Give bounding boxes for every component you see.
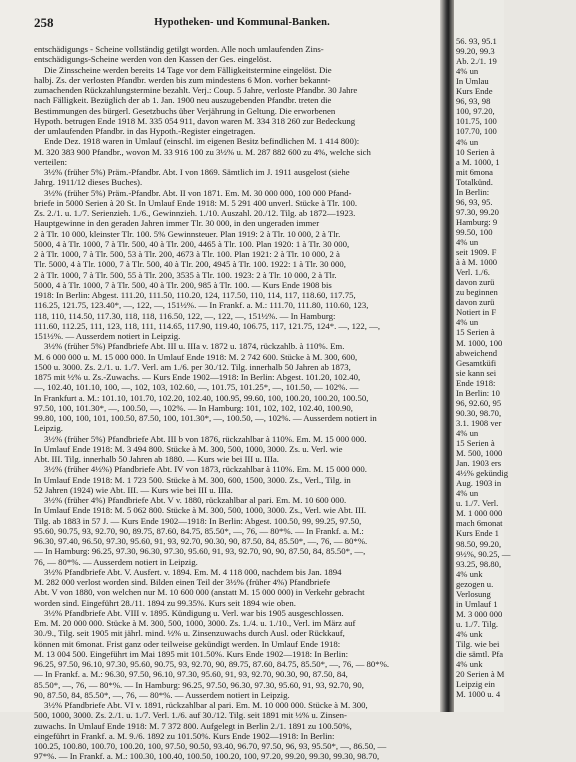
text-line: Hypoth. betrugen Ende 1918 M. 335 054 911, davon waren M. 334 318 260 zur Bedeckung (34, 115, 356, 126)
text-line: 3½% (früher 5%) Präm.-Pfandbr. Abt. I von 1869. Sämtlich im J. 1911 ausgelost (siehe (44, 167, 350, 177)
text-line: Jahrg. 1911/12 dieses Buches). (34, 177, 143, 188)
text-line: 90, 87.50, 84, 85.50*, —, 76, — 80*%. — Ausserdem notiert in Leipzig. (34, 689, 290, 700)
adjacent-page-line: Tilg. wie bei (456, 639, 500, 649)
text-line: —, 102.40, 101.10, 100, —, 102, 103, 102.60, —, 101.75, 101.25*, —, 101.50, — 102%. — (34, 382, 359, 393)
text-line: Tlr. 5000, 4 à Tlr. 1000, 7 à Tlr. 500, 40 à Tlr. 200, 4945 à Tlr. 100. 1922: 1 à Tlr. 30 000, (34, 259, 346, 270)
text-line: 99.80, 100, 100, 101, 100.50, 87.50, 100, 101.30*, —, 100.50, —, 102%. — Ausserdem notiert in (34, 413, 377, 423)
text-line: Zs. 2./1. u. 1./7. Serienzieh. 1./6., Gewinnzieh. 1./10. Auszahl. 20./12. Tilg. ab 1872—1923. (34, 208, 356, 218)
page-number: 258 (34, 15, 54, 30)
text-line: verteilen: (34, 156, 68, 167)
adjacent-page-line: 100, 97.20, (456, 106, 495, 117)
adjacent-page-line: In Umlau (456, 76, 489, 87)
adjacent-page-line: abweichend (456, 347, 498, 358)
adjacent-page-line: 56. 93, 95.1 (456, 36, 497, 46)
adjacent-page-line: 4% un (456, 317, 479, 328)
text-line: 3½% (früher 4½%) Pfandbriefe Abt. IV von 1873, rückzahlbar à 110%. Em. M. 15 000 000. (44, 464, 367, 475)
adjacent-page-line: Jan. 1903 ers (456, 458, 502, 469)
text-line: 1918: In Berlin: Abgest. 111.20, 111.50, 110.20, 124, 117.50, 110, 114, 117, 118.60, 117.75, (34, 290, 356, 300)
adjacent-page-line: Verl. 1./6. (456, 267, 490, 278)
text-line: eingeführt in Frankf. a. M. 9./6. 1892 zu 101.50%. Kurs Ende 1902—1918: In Berlin: (34, 730, 335, 741)
adjacent-page-line: M. 1 000 000 (456, 508, 503, 519)
text-line: 5000, 4 à Tlr. 1000, 7 à Tlr. 500, 40 à Tlr. 200, 4465 à Tlr. 100. Plan 1920: 1 à Tlr. 30 000, (34, 238, 350, 249)
text-line: briefe in 5000 Serien à 20 St. In Umlauf Ende 1918: M. 5 291 400 unverl. Stücke à Tlr. 100. (34, 197, 358, 208)
text-line: Bestimmungen des bürgerl. Gesetzbuchs über Verjährung in Geltung. Die erworbenen (34, 105, 336, 116)
text-line: 30./9., Tilg. seit 1905 mit jährl. mind. ½% u. Zinsenzuwachs durch Ausl. oder Rückkauf, (34, 628, 345, 639)
adjacent-page-line: 4% unk (456, 568, 483, 579)
text-line: In Umlauf Ende 1918: M. 1 723 500. Stücke à M. 300, 600, 1500, 3000. Zs., Verl., Tilg. in (34, 474, 351, 485)
adjacent-page-line: 4% un (456, 488, 479, 499)
text-line: 96.25, 97.50, 96.10, 97.30, 95.60, 90.75, 93, 92.70, 90, 89.75, 87.60, 84.75, 85.50*, —, 76, — 80*%. (34, 659, 390, 669)
text-line: entschädigungs-Scheine werden von den Kassen der Ges. eingelöst. (34, 54, 272, 65)
adjacent-page-line: M. 3 000 000 (456, 608, 503, 619)
adjacent-page-line: zu beginnen (456, 287, 498, 298)
adjacent-page-line: mit 6mona (456, 166, 493, 177)
text-line: 3½% Pfandbriefe Abt. VIII v. 1895. Kündigung u. Verl. war bis 1905 ausgeschlossen. (44, 607, 344, 618)
text-line: 76, — 80*%. — Ausserdem notiert in Leipzig. (34, 556, 198, 567)
text-line: 500, 1000, 3000. Zs. 2./1. u. 1./7. Verl. 1./6. auf 30./12. Tilg. seit 1891 mit ½% u. Zinsen- (34, 710, 347, 721)
adjacent-page-line: 98.50, 99.20, (456, 538, 502, 549)
adjacent-page-line: 93.25, 98.80, (456, 558, 502, 569)
text-line: 3½% Pfandbriefe Abt. VI v. 1891, rückzahlbar al pari. Em. M. 10 000 000. Stücke à M. 300, (44, 700, 368, 710)
adjacent-page-line: à à M. 1000 (456, 257, 498, 268)
adjacent-page-line: 3.1. 1908 ver (456, 417, 502, 428)
adjacent-page-line: 107.70, 100 (456, 126, 497, 137)
text-line: 2 à Tlr. 1000, 7 à Tlr. 500, 53 à Tlr. 200, 4673 à Tlr. 100. Plan 1921: 2 à Tlr. 10 000, 2 à (34, 249, 340, 259)
adjacent-page-line: 9½%, 90.25, — (456, 548, 511, 559)
text-line: worden sind. Eingeführt 28./11. 1894 zu 99.35%. Kurs seit 1894 wie oben. (34, 597, 296, 608)
text-line: 3½% Pfandbriefe Abt. V. Ausfert. v. 1894. Em. M. 4 118 000, nachdem bis Jan. 1894 (44, 566, 342, 577)
text-line: können mit 6monat. Frist ganz oder teilweise gekündigt werden. In Umlauf Ende 1918: (34, 638, 341, 649)
adjacent-page-line: davon zurü (456, 277, 495, 288)
text-line: Tilg. ab 1883 in 57 J. — Kurs Ende 1902—1918: In Berlin: Abgest. 100.50, 99, 99.25, 97.50, (34, 515, 362, 526)
adjacent-page-line: Hamburg: 9 (456, 216, 498, 227)
text-line: M. 13 004 500. Eingeführt im Mai 1895 mit 101.50%. Kurs Ende 1902—1918: In Berlin: (34, 648, 349, 659)
text-line: M. 6 000 000 u. M. 15 000 000. In Umlauf Ende 1918: M. 2 742 600. Stücke à M. 300, 600, (34, 351, 358, 362)
adjacent-page-line: Totalkünd. (456, 176, 493, 187)
text-line: 116.25, 121.75, 123.40*, —, 122, —, 151½%. — In Frankf. a. M.: 111.70, 111.80, 110.60, 123, (34, 300, 369, 311)
adjacent-page-line: 20 Serien à M (456, 669, 505, 680)
adjacent-page-line: sie kann sei (456, 367, 497, 378)
text-line: Die Zinsscheine werden bereits 14 Tage vor dem Fälligkeitstermine eingelöst. Die (44, 64, 332, 75)
adjacent-page-line: gezogen u. (456, 578, 494, 589)
adjacent-page-line: 4% un (456, 237, 479, 247)
adjacent-page-line: a M. 1000, 1 (456, 156, 500, 167)
text-line: 3½% (früher 5%) Präm.-Pfandbr. Abt. II von 1871. Em. M. 30 000 000, 100 000 Pfand- (44, 187, 352, 198)
adjacent-page-line: M. 500, 1000 (456, 448, 503, 459)
text-line: Em. M. 20 000 000. Stücke à M. 300, 500, 1000, 3000. Zs. 1./4. u. 1./10., Verl. im März auf (34, 618, 356, 628)
text-line: 2 à Tlr. 1000, 7 à Tlr. 500, 55 à Tlr. 200, 3535 à Tlr. 100. 1923: 2 à Tlr. 10 000, 2 à Tlr. (34, 269, 337, 280)
text-line: entschädigungs - Scheine vollständig getilgt worden. Alle noch umlaufenden Zins- (34, 44, 324, 54)
text-line: 100.25, 100.80, 100.70, 100.20, 100, 97.50, 90.50, 93.40, 96.70, 97.50, 96, 93, 95.50*, —, 86.50, — (34, 741, 387, 751)
adjacent-page-line: 10 Serien à (456, 146, 495, 157)
adjacent-page-line: 96, 92.60, 95 (456, 397, 502, 408)
text-line: — In Frankf. a. M.: 96.30, 97.50, 96.10, 97.30, 95.60, 91, 93, 92.70, 90.30, 90, 87.50, 84, (34, 669, 348, 680)
adjacent-page-line: Leipzig ein (456, 679, 495, 690)
text-line: In Umlauf Ende 1918: M. 3 494 800. Stücke à M. 300, 500, 1000, 3000. Zs. u. Verl. wie (34, 443, 343, 454)
adjacent-page-line: 4% un (456, 66, 479, 77)
adjacent-page-line: Verlosung (456, 588, 491, 599)
adjacent-page-line: davon zurü (456, 297, 495, 308)
adjacent-page-line: 101.75, 100 (456, 116, 497, 127)
adjacent-page-line: 99.50, 100 (456, 226, 493, 237)
text-line: In Umlauf Ende 1918: M. 5 062 800. Stücke à M. 300, 500, 1000, 3000. Zs., Verl. wie Abt. III. (34, 505, 367, 516)
adjacent-page-line: Ab. 2./1. 19 (456, 56, 497, 67)
text-line: zumachenden Rückzahlungstermine bezahlt. Verj.: Coup. 5 Jahre, verloste Pfandbr. 30 Jahre (34, 85, 358, 95)
adjacent-page-line: 4% unk (456, 659, 483, 670)
text-line: 3½% (früher 4%) Pfandbriefe Abt. V v. 1880, rückzahlbar al pari. Em. M. 10 600 000. (44, 495, 347, 505)
text-line: Abt. III. Tilg. innerhalb 50 Jahren ab 1880. — Kurs wie bei III u. IIIa. (34, 454, 279, 464)
adjacent-page-line: 96, 93, 95. (456, 196, 493, 207)
body-text (34, 44, 434, 762)
text-line: Hauptgewinne in den geraden Jahren immer Tlr. 30 000, in den ungeraden immer (34, 218, 320, 229)
adjacent-page-line: M. 1000, 100 (456, 337, 503, 348)
text-line: — In Hamburg: 96.25, 97.30, 96.30, 97.30, 95.60, 91, 93, 92.70, 90, 90, 87.50, 84, 85.50*, —, (34, 546, 366, 557)
page-header (34, 15, 432, 31)
adjacent-page-line: in Umlauf 1 (456, 598, 498, 609)
adjacent-page-line: u. 1./7. Verl. (456, 498, 499, 509)
adjacent-page-line: 99.20, 99.3 (456, 46, 495, 57)
text-line: M. 282 000 verlost worden sind. Bilden einen Teil der 3½% (früher 4%) Pfandbriefe (34, 577, 331, 587)
adjacent-page-line: 90.30, 98.70, (456, 407, 502, 418)
text-line: nach Fälligkeit. Bezüglich der ab 1. Jan. 1900 neu auszugebenden Pfandbr. treten die (34, 95, 332, 106)
adjacent-page-line: In Berlin: 10 (456, 387, 500, 398)
text-line: M. 320 383 900 Pfandbr., wovon M. 33 916 100 zu 3½% u. M. 287 882 600 zu 4%, welche sich (34, 146, 371, 157)
text-line: 2 à Tlr. 10 000, kleinster Tlr. 100. 5% Gewinnsteuer. Plan 1919: 2 à Tlr. 10 000, 2 à Tlr. (34, 228, 341, 239)
adjacent-page-line: In Berlin: (456, 186, 490, 197)
text-line: halbj. Zs. der verlosten Pfandbr. werden bis zum mindestens 6 Mon. vorher bekannt- (34, 74, 331, 85)
adjacent-page-line: 15 Serien à (456, 327, 495, 338)
text-line: zuwachs. In Umlauf Ende 1918: M. 7 372 800. Aufgelegt in Berlin 2./1. 1891 zu 100.50%, (34, 720, 352, 731)
text-line: Ende Dez. 1918 waren in Umlauf (einschl. im eigenen Besitz befindlichen M. 1 414 800): (44, 136, 360, 147)
text-line: 3½% (früher 5%) Pfandbriefe Abt. III b von 1876, rückzahlbar à 110%. Em. M. 15 000 000. (44, 433, 367, 444)
adjacent-page-line: 15 Serien à (456, 438, 495, 448)
text-line: 1500 u. 3000. Zs. 2./1. u. 1./7. Verl. am 1./6. per 30./12. Tilg. innerhalb 50 Jahren ab 1873, (34, 361, 351, 372)
adjacent-page-line: Aug. 1903 in (456, 478, 502, 489)
text-line: 118, 110, 114.50, 117.30, 118, 118, 116.50, 122, —, 122, —, 151½%. — In Hamburg: (34, 310, 336, 321)
text-line: 3½% (früher 5%) Pfandbriefe Abt. III u. IIIa v. 1872 u. 1874, rückzahlb. à 110%. Em. (44, 341, 345, 352)
text-line: Leipzig. (34, 423, 63, 434)
adjacent-page-line: 96, 93, 98 (456, 96, 491, 107)
text-line: 151½%. — Ausserdem notiert in Leipzig. (34, 331, 181, 341)
text-line: 85.50*, —, 76, — 80*%. — In Hamburg: 96.25, 97.50, 96.30, 97.30, 95.60, 91, 93, 92.70, 90, (34, 679, 364, 690)
adjacent-page-line: mach 6monat (456, 518, 503, 529)
text-line: der umlaufenden Pfandbr. in das Hypoth.-Register eingetragen. (34, 126, 256, 136)
adjacent-page-line: Kurs Ende (456, 86, 493, 97)
text-line: In Frankfurt a. M.: 101.10, 101.70, 102.20, 102.40, 100.95, 99.60, 100, 100.20, 100.20, 100.50, (34, 392, 369, 403)
running-head: Hypotheken- und Kommunal-Banken. (154, 17, 330, 28)
text-line: 97*%. — In Frankf. a. M.: 100.30, 100.40, 100.50, 100.20, 100, 97.20, 99.20, 99.30, 99.30, 98.70, (34, 751, 380, 762)
text-line: 52 Jahren (1924) wie Abt. III. — Kurs wie bei III u. IIIa. (34, 484, 233, 495)
text-line: 97.50, 100, 101.30*, —, 100.50, —, 102%. — In Hamburg: 101, 102, 102, 102.40, 100.90, (34, 402, 353, 413)
text-line: 1875 mit ½% u. Zs.-Zuwachs. — Kurs Ende 1902—1918: In Berlin: Abgest. 101.20, 102.40, (34, 372, 361, 382)
book-gutter (440, 0, 454, 712)
adjacent-page-line: 97.30, 99.20 (456, 206, 499, 217)
adjacent-page-line: 4½% gekündig (456, 468, 509, 479)
adjacent-page-line: Gesamtküfi (456, 357, 497, 368)
text-line: 5000, 4 à Tlr. 1000, 7 à Tlr. 500, 40 à Tlr. 200, 985 à Tlr. 100. — Kurs Ende 1908 bis (34, 279, 332, 290)
adjacent-page-line: Ende 1918: (456, 377, 496, 388)
adjacent-page-line: 4% un (456, 427, 479, 438)
adjacent-page-line: seit 1909. F (456, 247, 497, 258)
adjacent-page-line: die sämtl. Pfa (456, 649, 504, 660)
text-line: 95.60, 90.75, 93, 92.70, 90, 89.75, 87.60, 84.75, 85.50*, —, 76, — 80*%. — In Frankf. a. M.: (34, 525, 364, 536)
adjacent-page-line: 4% unk (456, 628, 483, 639)
adjacent-page-line: 4% un (456, 136, 479, 147)
adjacent-page-line: Kurs Ende 1 (456, 528, 499, 539)
text-line: Abt. V von 1880, von welchen nur M. 10 600 000 (anstatt M. 15 000 000) in Verkehr gebracht (34, 587, 365, 598)
text-line: 111.60, 112.25, 111, 123, 118, 111, 114.65, 117.90, 119.40, 106.75, 117, 121.75, 124*. —, 122, —, (34, 320, 381, 331)
adjacent-page-line: u. 1./7. Tilg. (456, 618, 499, 629)
text-line: 96.30, 97.40, 96.50, 97.30, 95.60, 91, 93, 92.70, 90.30, 90, 87.50, 84, 85.50*, —, 76, — 80*%. (34, 536, 368, 546)
adjacent-page-line: M. 1000 u. 4 (456, 689, 501, 700)
adjacent-page-edge (454, 0, 511, 712)
adjacent-page-line: Notiert in F (456, 307, 497, 318)
